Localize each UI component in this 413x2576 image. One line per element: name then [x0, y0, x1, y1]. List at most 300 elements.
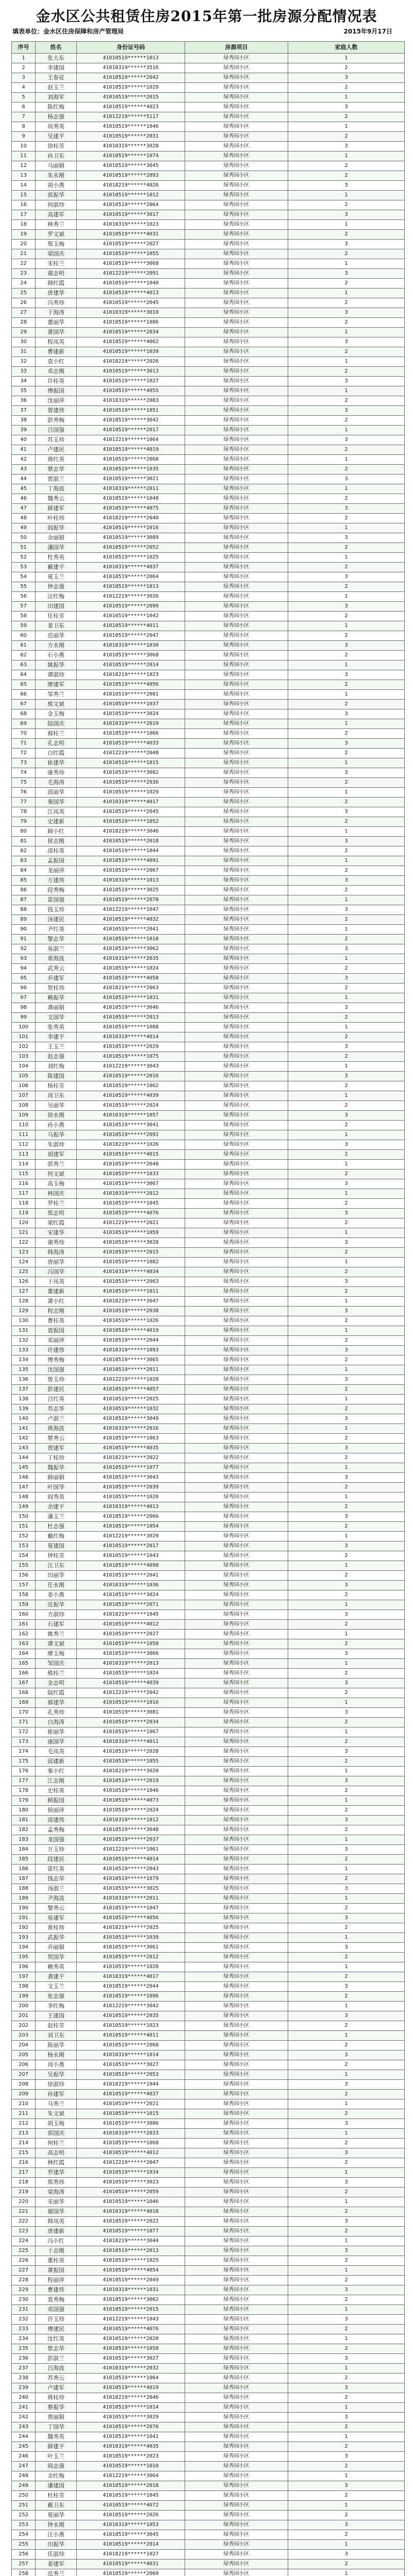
table-row: [12, 220, 405, 230]
cell-family-size: 1: [288, 93, 405, 103]
table-row: [12, 396, 405, 406]
table-row: [12, 1140, 405, 1150]
cell-family-size: 2: [288, 1571, 405, 1581]
table-row: [12, 1307, 405, 1316]
cell-housing-project: 绿秀园小区: [185, 1267, 288, 1277]
table-row: [12, 1923, 405, 1933]
cell-name: 乔建军: [36, 974, 77, 984]
cell-name: 萧国华: [36, 328, 77, 337]
document-title: 金水区公共租赁住房2015年第一批房源分配情况表: [36, 8, 377, 25]
cell-family-size: 2: [288, 612, 405, 621]
table-row: [12, 1913, 405, 1923]
cell-name: 朱文斌: [36, 2109, 77, 2119]
table-row: [12, 2129, 405, 2139]
cell-housing-project: 绿秀园小区: [185, 1297, 288, 1307]
table-row: [12, 837, 405, 846]
cell-family-size: 3: [288, 876, 405, 886]
cell-family-size: 2: [288, 200, 405, 210]
cell-id-number: 41010519******4062: [77, 337, 185, 347]
cell-seq: 171: [12, 1718, 36, 1727]
cell-seq: 4: [12, 83, 36, 93]
cell-family-size: 1: [288, 1130, 405, 1140]
cell-name: 金志明: [36, 1679, 77, 1688]
cell-id-number: 41010519******1016: [77, 523, 185, 533]
table-row: [12, 1630, 405, 1639]
cell-name: 阎志强: [36, 2462, 77, 2471]
cell-id-number: 41010319******4013: [77, 1502, 185, 1512]
cell-family-size: 2: [288, 729, 405, 739]
table-row: [12, 1316, 405, 1326]
cell-housing-project: 绿秀园小区: [185, 1806, 288, 1816]
cell-seq: 46: [12, 494, 36, 504]
table-row: [12, 954, 405, 964]
cell-seq: 87: [12, 895, 36, 905]
cell-family-size: 1: [288, 2129, 405, 2139]
table-row: [12, 543, 405, 553]
cell-seq: 24: [12, 279, 36, 289]
table-row: [12, 161, 405, 171]
table-row: [12, 1003, 405, 1013]
cell-id-number: 41010519******4012: [77, 2148, 185, 2158]
cell-housing-project: 绿秀园小区: [185, 1610, 288, 1620]
cell-seq: 12: [12, 161, 36, 171]
cell-family-size: 2: [288, 1806, 405, 1816]
cell-family-size: 1: [288, 1894, 405, 1904]
cell-id-number: 41010519******3021: [77, 474, 185, 484]
cell-family-size: 2: [288, 631, 405, 641]
cell-family-size: 2: [288, 846, 405, 856]
cell-name: 康国华: [36, 1737, 77, 1747]
cell-family-size: 2: [288, 2090, 405, 2099]
cell-housing-project: 绿秀园小区: [185, 367, 288, 377]
cell-id-number: 41010519******2014: [77, 2540, 185, 2550]
cell-seq: 205: [12, 2050, 36, 2060]
cell-id-number: 41010519******2092: [77, 1130, 185, 1140]
cell-housing-project: 绿秀园小区: [185, 73, 288, 83]
cell-housing-project: 绿秀园小区: [185, 1962, 288, 1972]
cell-housing-project: 绿秀园小区: [185, 935, 288, 944]
cell-family-size: 3: [288, 1776, 405, 1786]
cell-housing-project: 绿秀园小区: [185, 2099, 288, 2109]
table-row: [12, 1874, 405, 1884]
cell-housing-project: 绿秀园小区: [185, 1218, 288, 1228]
table-row: [12, 866, 405, 876]
cell-seq: 195: [12, 1953, 36, 1962]
cell-id-number: 41010519******1067: [77, 1727, 185, 1737]
cell-family-size: 3: [288, 377, 405, 386]
cell-family-size: 2: [288, 1013, 405, 1023]
cell-id-number: 41010319******3516: [77, 63, 185, 73]
cell-seq: 175: [12, 1757, 36, 1767]
cell-family-size: 2: [288, 700, 405, 709]
table-row: [12, 1013, 405, 1023]
cell-housing-project: 绿秀园小区: [185, 1424, 288, 1434]
cell-family-size: 3: [288, 2217, 405, 2227]
cell-family-size: 2: [288, 2139, 405, 2148]
cell-family-size: 3: [288, 181, 405, 191]
table-row: [12, 2197, 405, 2207]
cell-id-number: 41010519******1018: [77, 935, 185, 944]
cell-housing-project: 绿秀园小区: [185, 328, 288, 337]
cell-id-number: 41010519******3027: [77, 2060, 185, 2070]
cell-id-number: 41010519******2042: [77, 73, 185, 83]
cell-housing-project: 绿秀园小区: [185, 700, 288, 709]
table-row: [12, 200, 405, 210]
cell-housing-project: 绿秀园小区: [185, 210, 288, 220]
cell-family-size: 3: [288, 2285, 405, 2295]
cell-id-number: 41010519******2025: [77, 1395, 185, 1404]
cell-seq: 51: [12, 543, 36, 553]
cell-id-number: 41010519******3046: [77, 1003, 185, 1013]
table-row: [12, 2168, 405, 2178]
cell-id-number: 41010519******3061: [77, 1943, 185, 1953]
table-row: [12, 1610, 405, 1620]
cell-id-number: 41010519******2093: [77, 171, 185, 181]
cell-name: 曾建伟: [36, 406, 77, 416]
table-row: [12, 2011, 405, 2021]
cell-name: 张大东: [36, 54, 77, 63]
table-row: [12, 2217, 405, 2227]
cell-family-size: 1: [288, 1424, 405, 1434]
cell-name: 毛海涛: [36, 778, 77, 788]
cell-id-number: 41010519******1025: [77, 2256, 185, 2266]
table-row: [12, 905, 405, 915]
table-row: [12, 572, 405, 582]
cell-name: 丁海波: [36, 484, 77, 494]
cell-name: 苏秀云: [36, 2374, 77, 2383]
cell-name: 徐淑珍: [36, 2080, 77, 2090]
cell-seq: 201: [12, 2011, 36, 2021]
cell-family-size: 2: [288, 1248, 405, 1258]
cell-id-number: 41010519******2081: [77, 690, 185, 700]
cell-housing-project: 绿秀园小区: [185, 2002, 288, 2011]
cell-family-size: 1: [288, 1600, 405, 1610]
table-row: [12, 729, 405, 739]
cell-housing-project: 绿秀园小区: [185, 1512, 288, 1522]
table-row: [12, 103, 405, 112]
cell-housing-project: 绿秀园小区: [185, 2540, 288, 2550]
cell-family-size: 1: [288, 925, 405, 935]
cell-name: 马秀兰: [36, 2099, 77, 2109]
cell-id-number: 41010519******2067: [77, 866, 185, 876]
cell-housing-project: 绿秀园小区: [185, 1816, 288, 1825]
cell-housing-project: 绿秀园小区: [185, 2462, 288, 2471]
cell-housing-project: 绿秀园小区: [185, 1502, 288, 1512]
cell-id-number: 41018219******2022: [77, 1453, 185, 1463]
cell-housing-project: 绿秀园小区: [185, 386, 288, 396]
cell-family-size: 1: [288, 2070, 405, 2080]
table-row: [12, 1483, 405, 1493]
cell-id-number: 41010319******2011: [77, 1894, 185, 1904]
cell-name: 于志刚: [36, 2246, 77, 2256]
cell-housing-project: 绿秀园小区: [185, 1316, 288, 1326]
cell-seq: 113: [12, 1150, 36, 1160]
cell-family-size: 2: [288, 1590, 405, 1600]
table-row: [12, 54, 405, 63]
cell-id-number: 41010519******2027: [77, 240, 185, 249]
cell-seq: 170: [12, 1708, 36, 1718]
cell-housing-project: 绿秀园小区: [185, 191, 288, 200]
cell-seq: 230: [12, 2295, 36, 2305]
cell-id-number: 41010519******1074: [77, 151, 185, 161]
cell-housing-project: 绿秀园小区: [185, 161, 288, 171]
cell-seq: 232: [12, 2315, 36, 2325]
cell-name: 夏丽华: [36, 2511, 77, 2520]
cell-family-size: 2: [288, 2021, 405, 2031]
table-row: [12, 2256, 405, 2266]
cell-housing-project: 绿秀园小区: [185, 504, 288, 514]
cell-name: 卢建民: [36, 445, 77, 455]
table-row: [12, 171, 405, 181]
cell-id-number: 41010319******2011: [77, 484, 185, 494]
table-row: [12, 1463, 405, 1473]
cell-housing-project: 绿秀园小区: [185, 1551, 288, 1561]
table-row: [12, 1218, 405, 1228]
cell-seq: 38: [12, 416, 36, 426]
cell-id-number: 41010519******2099: [77, 602, 185, 612]
cell-id-number: 41010519******4032: [77, 915, 185, 925]
cell-family-size: 2: [288, 984, 405, 993]
cell-id-number: 41010519******2048: [77, 1160, 185, 1170]
cell-name: 梁海涛: [36, 2188, 77, 2197]
cell-id-number: 41010519******1068: [77, 2139, 185, 2148]
cell-family-size: 1: [288, 1532, 405, 1541]
cell-name: 常桂珍: [36, 1923, 77, 1933]
cell-name: 袁振国: [36, 1326, 77, 1336]
cell-name: 崔建华: [36, 758, 77, 768]
cell-housing-project: 绿秀园小区: [185, 837, 288, 846]
table-row: [12, 1747, 405, 1757]
cell-seq: 124: [12, 1258, 36, 1267]
cell-housing-project: 绿秀园小区: [185, 1326, 288, 1336]
cell-housing-project: 绿秀园小区: [185, 739, 288, 749]
cell-name: 李建平: [36, 1032, 77, 1042]
cell-housing-project: 绿秀园小区: [185, 2452, 288, 2462]
cell-family-size: 1: [288, 2305, 405, 2315]
cell-name: 郑秀珍: [36, 2178, 77, 2188]
cell-name: 罗桂兰: [36, 1199, 77, 1209]
cell-seq: 63: [12, 660, 36, 670]
table-row: [12, 416, 405, 426]
cell-seq: 137: [12, 1385, 36, 1395]
cell-seq: 197: [12, 1972, 36, 1982]
cell-housing-project: 绿秀园小区: [185, 1874, 288, 1884]
table-row: [12, 2344, 405, 2354]
cell-name: 秦小红: [36, 1767, 77, 1776]
cell-seq: 178: [12, 1786, 36, 1796]
cell-name: 唐建新: [36, 2227, 77, 2236]
cell-family-size: 2: [288, 1150, 405, 1160]
cell-name: 许玉珍: [36, 2315, 77, 2325]
cell-family-size: 1: [288, 2168, 405, 2178]
cell-seq: 148: [12, 1493, 36, 1502]
cell-family-size: 2: [288, 1522, 405, 1532]
cell-housing-project: 绿秀园小区: [185, 690, 288, 700]
cell-name: 郑志明: [36, 1209, 77, 1218]
cell-family-size: 1: [288, 259, 405, 269]
cell-id-number: 41010319******2032: [77, 2364, 185, 2374]
cell-seq: 76: [12, 788, 36, 798]
table-row: [12, 2393, 405, 2403]
cell-housing-project: 绿秀园小区: [185, 1013, 288, 1023]
cell-name: 罗文斌: [36, 230, 77, 240]
cell-id-number: 41010319******1036: [77, 1581, 185, 1590]
cell-family-size: 3: [288, 435, 405, 445]
table-row: [12, 2002, 405, 2011]
cell-name: 范秀兰: [36, 2569, 77, 2576]
cell-seq: 60: [12, 631, 36, 641]
cell-housing-project: 绿秀园小区: [185, 925, 288, 935]
cell-family-size: 2: [288, 1718, 405, 1727]
cell-family-size: 3: [288, 1003, 405, 1013]
cell-id-number: 41010519******3025: [77, 1884, 185, 1894]
table-row: [12, 1620, 405, 1630]
cell-name: 程丽萍: [36, 2276, 77, 2285]
cell-seq: 118: [12, 1199, 36, 1209]
cell-seq: 206: [12, 2060, 36, 2070]
cell-housing-project: 绿秀园小区: [185, 817, 288, 827]
cell-family-size: 2: [288, 112, 405, 122]
cell-seq: 106: [12, 1081, 36, 1091]
cell-name: 钱志华: [36, 1874, 77, 1884]
cell-name: 邵桂英: [36, 846, 77, 856]
cell-family-size: 2: [288, 2207, 405, 2217]
cell-housing-project: 绿秀园小区: [185, 1541, 288, 1551]
cell-id-number: 41010519******1014: [77, 2403, 185, 2413]
cell-housing-project: 绿秀园小区: [185, 1855, 288, 1865]
table-row: [12, 807, 405, 817]
cell-name: 尹红英: [36, 925, 77, 935]
cell-id-number: 41010519******2045: [77, 298, 185, 308]
cell-seq: 23: [12, 269, 36, 279]
cell-seq: 102: [12, 1042, 36, 1052]
table-row: [12, 377, 405, 386]
cell-housing-project: 绿秀园小区: [185, 1121, 288, 1130]
cell-seq: 109: [12, 1111, 36, 1121]
cell-seq: 27: [12, 308, 36, 318]
cell-family-size: 2: [288, 1170, 405, 1179]
cell-seq: 53: [12, 563, 36, 572]
cell-housing-project: 绿秀园小区: [185, 1199, 288, 1209]
cell-name: 吕红英: [36, 1395, 77, 1404]
table-header-row: [12, 42, 405, 54]
cell-housing-project: 绿秀园小区: [185, 2491, 288, 2501]
cell-housing-project: 绿秀园小区: [185, 1708, 288, 1718]
cell-seq: 243: [12, 2422, 36, 2432]
table-row: [12, 465, 405, 474]
table-row: [12, 1189, 405, 1199]
table-row: [12, 1600, 405, 1610]
cell-seq: 235: [12, 2344, 36, 2354]
cell-housing-project: 绿秀园小区: [185, 1395, 288, 1404]
cell-name: 钱玉珍: [36, 905, 77, 915]
cell-seq: 248: [12, 2471, 36, 2481]
cell-family-size: 2: [288, 964, 405, 974]
cell-seq: 35: [12, 386, 36, 396]
cell-housing-project: 绿秀园小区: [185, 1747, 288, 1757]
table-row: [12, 602, 405, 612]
cell-id-number: 41010519******4055: [77, 386, 185, 396]
cell-housing-project: 绿秀园小区: [185, 220, 288, 230]
cell-seq: 72: [12, 749, 36, 758]
cell-seq: 2: [12, 63, 36, 73]
cell-seq: 251: [12, 2501, 36, 2511]
cell-id-number: 41010319******3010: [77, 308, 185, 318]
cell-housing-project: 绿秀园小区: [185, 954, 288, 964]
cell-family-size: 1: [288, 1228, 405, 1238]
cell-seq: 61: [12, 641, 36, 651]
cell-id-number: 41010319******4014: [77, 1032, 185, 1042]
cell-housing-project: 绿秀园小区: [185, 1179, 288, 1189]
cell-id-number: 41010519******2017: [77, 1541, 185, 1551]
cell-seq: 108: [12, 1101, 36, 1111]
cell-name: 薛建平: [36, 2442, 77, 2452]
cell-seq: 258: [12, 2569, 36, 2576]
cell-id-number: 41010519******2011: [77, 1365, 185, 1375]
cell-name: 徐桂芳: [36, 142, 77, 151]
cell-family-size: 3: [288, 1884, 405, 1894]
table-row: [12, 1453, 405, 1463]
cell-housing-project: 绿秀园小区: [185, 523, 288, 533]
cell-name: 萧小红: [36, 1297, 77, 1307]
cell-name: 蔡志华: [36, 465, 77, 474]
table-row: [12, 827, 405, 837]
table-row: [12, 886, 405, 895]
cell-seq: 158: [12, 1590, 36, 1600]
cell-id-number: 41010519******1048: [77, 494, 185, 504]
table-row: [12, 1639, 405, 1649]
cell-housing-project: 绿秀园小区: [185, 1375, 288, 1385]
table-row: [12, 2481, 405, 2491]
cell-housing-project: 绿秀园小区: [185, 807, 288, 817]
cell-seq: 52: [12, 553, 36, 563]
cell-seq: 6: [12, 103, 36, 112]
cell-housing-project: 绿秀园小区: [185, 993, 288, 1003]
cell-family-size: 1: [288, 553, 405, 563]
table-row: [12, 1160, 405, 1170]
cell-id-number: 41010519******1046: [77, 2197, 185, 2207]
cell-id-number: 41012219******1043: [77, 2315, 185, 2325]
cell-name: 万玉珍: [36, 1845, 77, 1855]
cell-family-size: 1: [288, 2569, 405, 2576]
table-row: [12, 2148, 405, 2158]
cell-housing-project: 绿秀园小区: [185, 641, 288, 651]
cell-seq: 141: [12, 1424, 36, 1434]
table-row: [12, 2119, 405, 2129]
cell-id-number: 41018219******1045: [77, 1610, 185, 1620]
cell-seq: 127: [12, 1287, 36, 1297]
cell-seq: 55: [12, 582, 36, 592]
cell-name: 沈红英: [36, 2334, 77, 2344]
cell-housing-project: 绿秀园小区: [185, 2266, 288, 2276]
cell-housing-project: 绿秀园小区: [185, 2501, 288, 2511]
cell-family-size: 1: [288, 1326, 405, 1336]
cell-name: 叶玉兰: [36, 2452, 77, 2462]
cell-housing-project: 绿秀园小区: [185, 1072, 288, 1081]
cell-seq: 133: [12, 1346, 36, 1355]
table-row: [12, 2080, 405, 2090]
cell-id-number: 41012219******2048: [77, 749, 185, 758]
cell-family-size: 2: [288, 2422, 405, 2432]
table-row: [12, 1209, 405, 1218]
table-row: [12, 915, 405, 925]
cell-id-number: 41010519******1020: [77, 1493, 185, 1502]
cell-id-number: 41010319******2019: [77, 719, 185, 729]
cell-seq: 145: [12, 1463, 36, 1473]
cell-id-number: 41010519******1043: [77, 1551, 185, 1561]
table-row: [12, 1267, 405, 1277]
cell-family-size: 3: [288, 2481, 405, 2491]
